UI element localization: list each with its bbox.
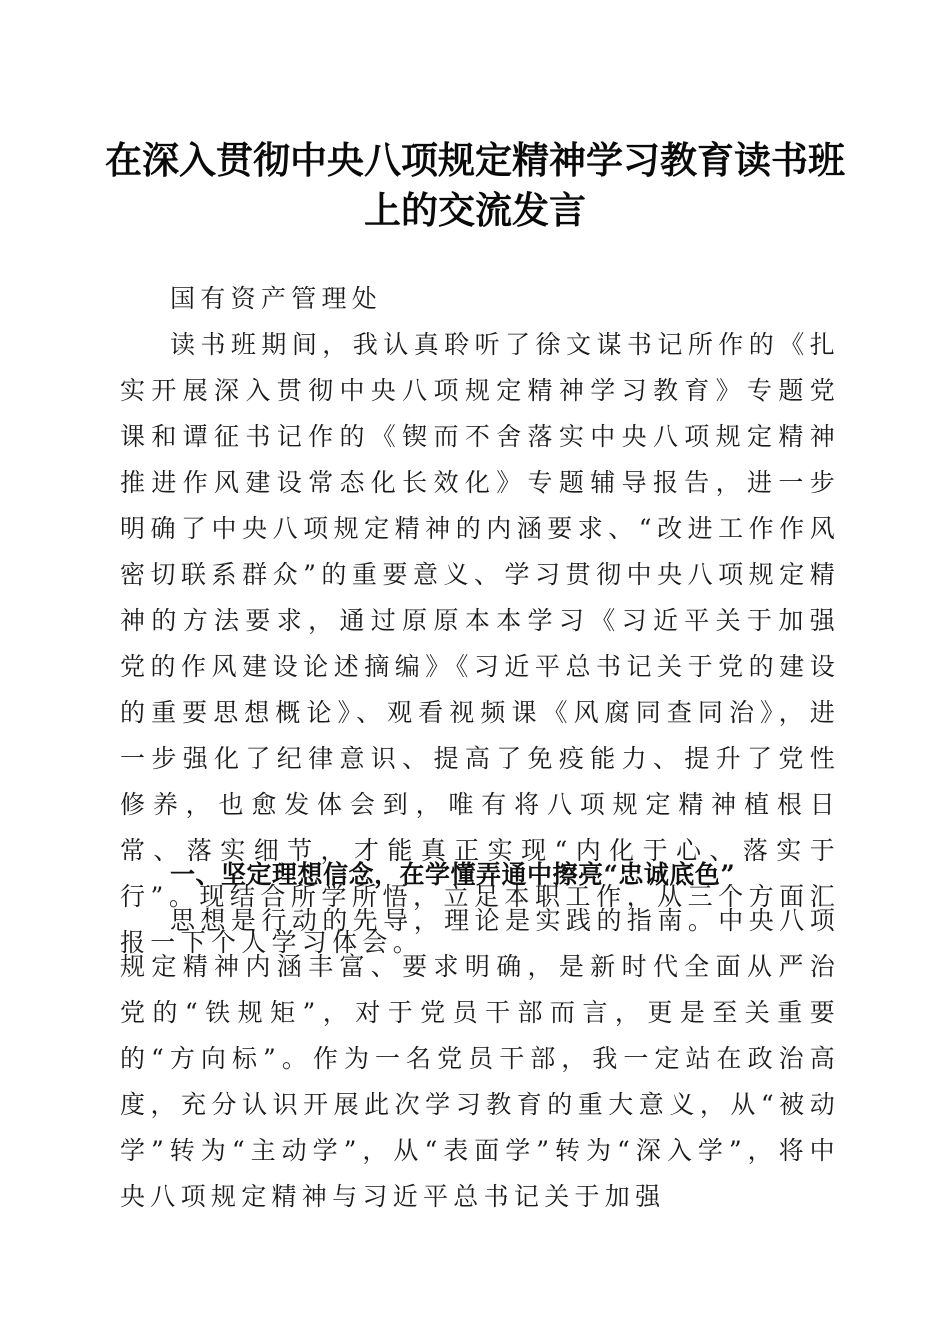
author-department: 国有资产管理处 [170, 284, 383, 313]
paragraph-intro: 读书班期间，我认真聆听了徐文谋书记所作的《扎实开展深入贯彻中央八项规定精神学习教育》专题党课和谭征书记作的《锲而不舍落实中央八项规定精神推进作风建设常态化长效化》专题辅导报告，进一步明确了中央八项规定精神的内涵要求、“改进工作作风密切联系群众”的重要意义、学习贯彻中央八项规定精神的方法要求，通过原原本本学习《习近平关于加强党的作风建设论述摘编》《习近平总书记关于党的建设的重要思想概论》、观看视频课《风腐同查同治》，进一步强化了纪律意识、提高了免疫能力、提升了党性修养，也愈发体会到，唯有将八项规定精神植根日常、落实细节，才能真正实现“内化于心、落实于行”。现结合所学所悟，立足本职工作，从三个方面汇报一下个人学习体会。 [120, 330, 840, 957]
paragraph-section-1: 思想是行动的先导，理论是实践的指南。中央八项规定精神内涵丰富、要求明确，是新时代全面从严治党的“铁规矩”，对于党员干部而言，更是至关重要的“方向标”。作为一名党员干部，我一定站在政治高度，充分认识开展此次学习教育的重大意义，从“被动学”转为“主动学”，从“表面学”转为“深入学”，将中央八项规定精神与习近平总书记关于加强 [120, 906, 840, 1211]
section-heading-1: 一、坚定理想信念，在学懂弄通中擦亮“忠诚底色” [170, 860, 736, 889]
document-title-line-1: 在深入贯彻中央八项规定精神学习教育读书班 [105, 138, 845, 182]
document-title-line-2: 上的交流发言 [364, 188, 586, 232]
